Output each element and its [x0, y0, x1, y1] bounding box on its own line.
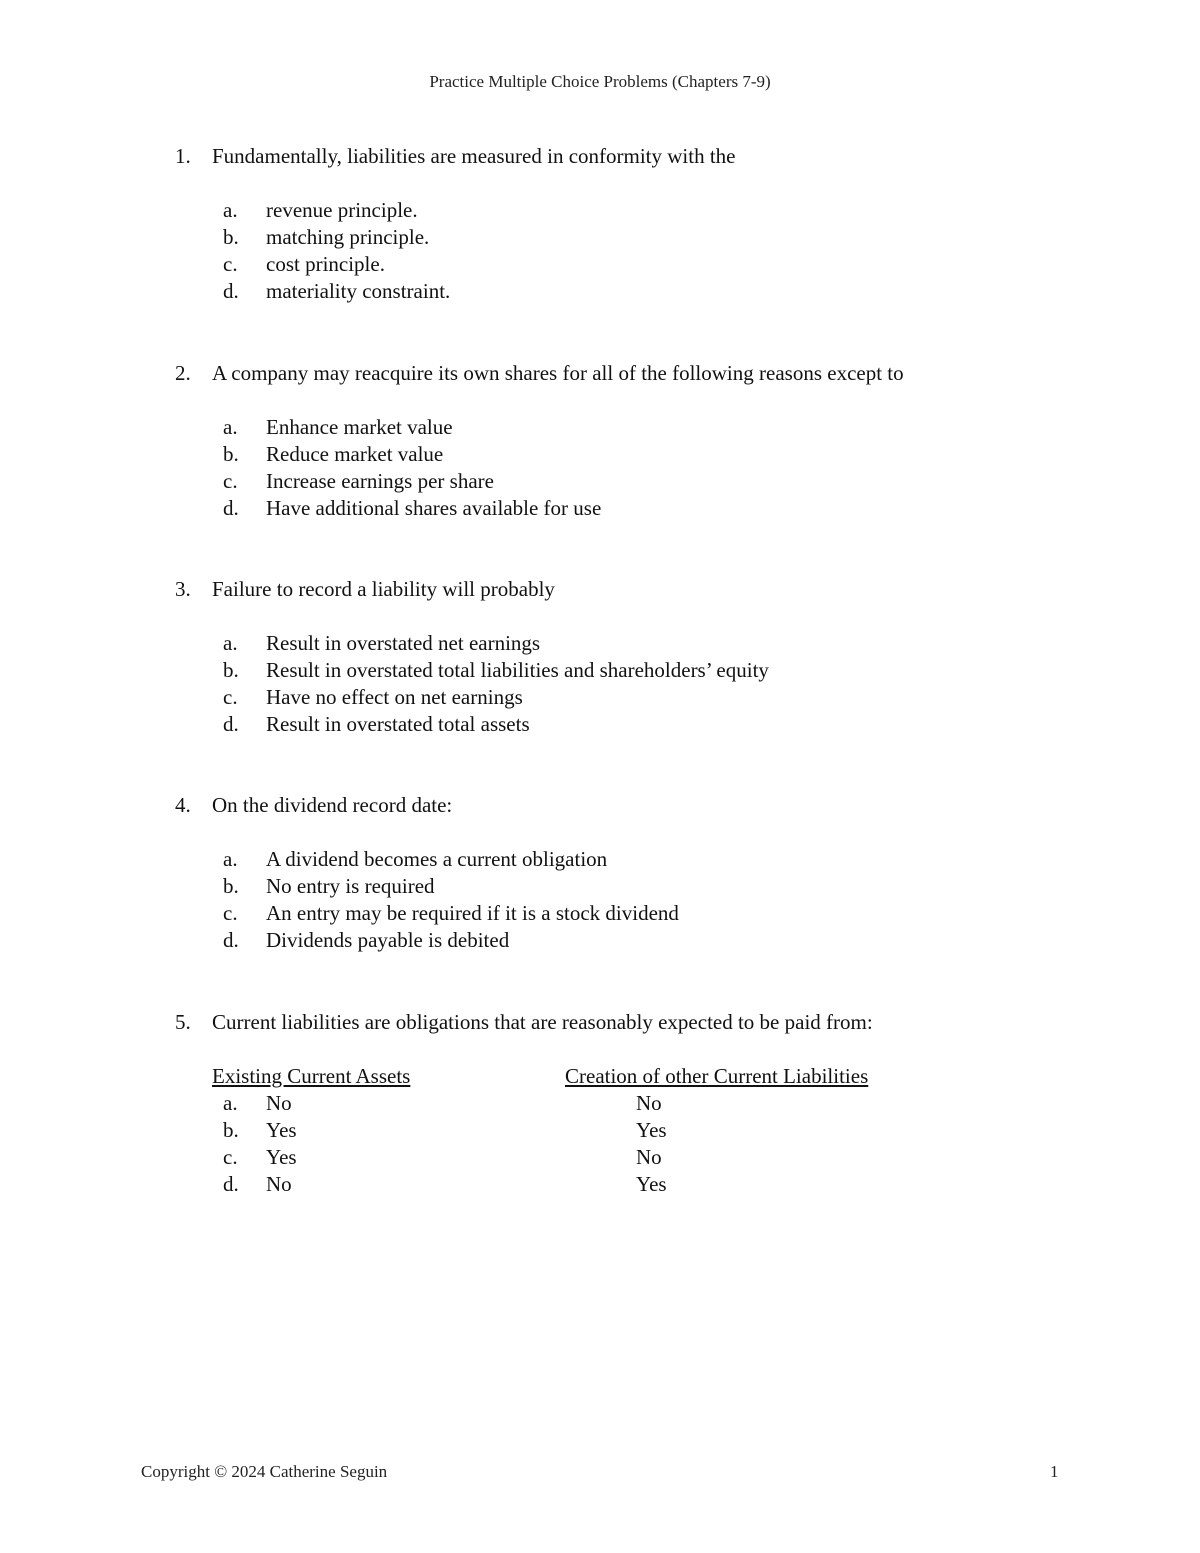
option-text: Result in overstated total liabilities and shareholders’ equity — [266, 658, 769, 682]
option-c — [0, 684, 1200, 711]
option-col1: Yes — [266, 1118, 297, 1142]
option-letter: c. — [223, 1145, 238, 1169]
question-text: Fundamentally, liabilities are measured in conformity with the — [212, 144, 736, 168]
option-text: No entry is required — [266, 874, 435, 898]
option-d — [0, 927, 1200, 954]
copyright-text: Copyright © 2024 Catherine Seguin — [141, 1462, 388, 1481]
option-b — [0, 657, 1200, 684]
option-a — [0, 197, 1200, 224]
option-c — [0, 468, 1200, 495]
question-text: Failure to record a liability will probably — [212, 577, 555, 601]
column-headers — [0, 1063, 1200, 1090]
option-a — [0, 846, 1200, 873]
option-a — [0, 1090, 1200, 1117]
page-number: 1 — [1050, 1462, 1059, 1481]
option-b — [0, 224, 1200, 251]
option-text: Increase earnings per share — [266, 469, 494, 493]
question-number: 2. — [175, 361, 191, 385]
question-number: 3. — [175, 577, 191, 601]
option-letter: b. — [223, 442, 239, 466]
question-text: A company may reacquire its own shares for all of the following reasons except to — [212, 361, 904, 385]
option-text: Have no effect on net earnings — [266, 685, 523, 709]
option-letter: a. — [223, 415, 238, 439]
option-text: Result in overstated net earnings — [266, 631, 541, 655]
question-number: 1. — [175, 144, 191, 168]
option-text: An entry may be required if it is a stock dividend — [266, 901, 679, 925]
option-text: Reduce market value — [266, 442, 444, 466]
option-letter: d. — [223, 928, 239, 952]
option-d — [0, 495, 1200, 522]
option-letter: c. — [223, 901, 238, 925]
option-d — [0, 711, 1200, 738]
option-col1: No — [266, 1091, 292, 1115]
option-letter: c. — [223, 685, 238, 709]
option-letter: c. — [223, 252, 238, 276]
option-letter: a. — [223, 198, 238, 222]
option-d — [0, 278, 1200, 305]
option-letter: a. — [223, 1091, 238, 1115]
option-text: revenue principle. — [266, 198, 418, 222]
option-col2: Yes — [636, 1118, 667, 1142]
option-text: Enhance market value — [266, 415, 453, 439]
option-col2: Yes — [636, 1172, 667, 1196]
option-b — [0, 441, 1200, 468]
option-d — [0, 1171, 1200, 1198]
option-c — [0, 251, 1200, 278]
option-text: A dividend becomes a current obligation — [266, 847, 608, 871]
option-text: cost principle. — [266, 252, 385, 276]
question-number: 5. — [175, 1010, 191, 1034]
option-letter: a. — [223, 847, 238, 871]
option-letter: a. — [223, 631, 238, 655]
option-c — [0, 900, 1200, 927]
option-a — [0, 414, 1200, 441]
option-col2: No — [636, 1145, 662, 1169]
option-letter: b. — [223, 874, 239, 898]
option-col1: Yes — [266, 1145, 297, 1169]
option-letter: d. — [223, 496, 239, 520]
question-text: Current liabilities are obligations that are reasonably expected to be paid from: — [212, 1010, 873, 1034]
option-text: Result in overstated total assets — [266, 712, 530, 736]
column-header-other-liabilities: Creation of other Current Liabilities — [565, 1064, 869, 1088]
option-text: materiality constraint. — [266, 279, 451, 303]
question-5 — [0, 1009, 1200, 1198]
question-3 — [0, 576, 1200, 738]
option-col2: No — [636, 1091, 662, 1115]
option-letter: b. — [223, 658, 239, 682]
question-4 — [0, 792, 1200, 954]
question-1 — [0, 143, 1200, 305]
option-col1: No — [266, 1172, 292, 1196]
question-text: On the dividend record date: — [212, 793, 453, 817]
option-text: Dividends payable is debited — [266, 928, 510, 952]
option-c — [0, 1144, 1200, 1171]
option-text: Have additional shares available for use — [266, 496, 602, 520]
option-letter: b. — [223, 225, 239, 249]
option-a — [0, 630, 1200, 657]
question-2 — [0, 360, 1200, 522]
option-b — [0, 1117, 1200, 1144]
question-number: 4. — [175, 793, 191, 817]
option-letter: c. — [223, 469, 238, 493]
option-b — [0, 873, 1200, 900]
option-letter: d. — [223, 1172, 239, 1196]
option-text: matching principle. — [266, 225, 430, 249]
option-letter: b. — [223, 1118, 239, 1142]
option-letter: d. — [223, 712, 239, 736]
page-header: Practice Multiple Choice Problems (Chapters 7-9) — [429, 72, 771, 91]
column-header-existing-assets: Existing Current Assets — [212, 1064, 411, 1088]
option-letter: d. — [223, 279, 239, 303]
